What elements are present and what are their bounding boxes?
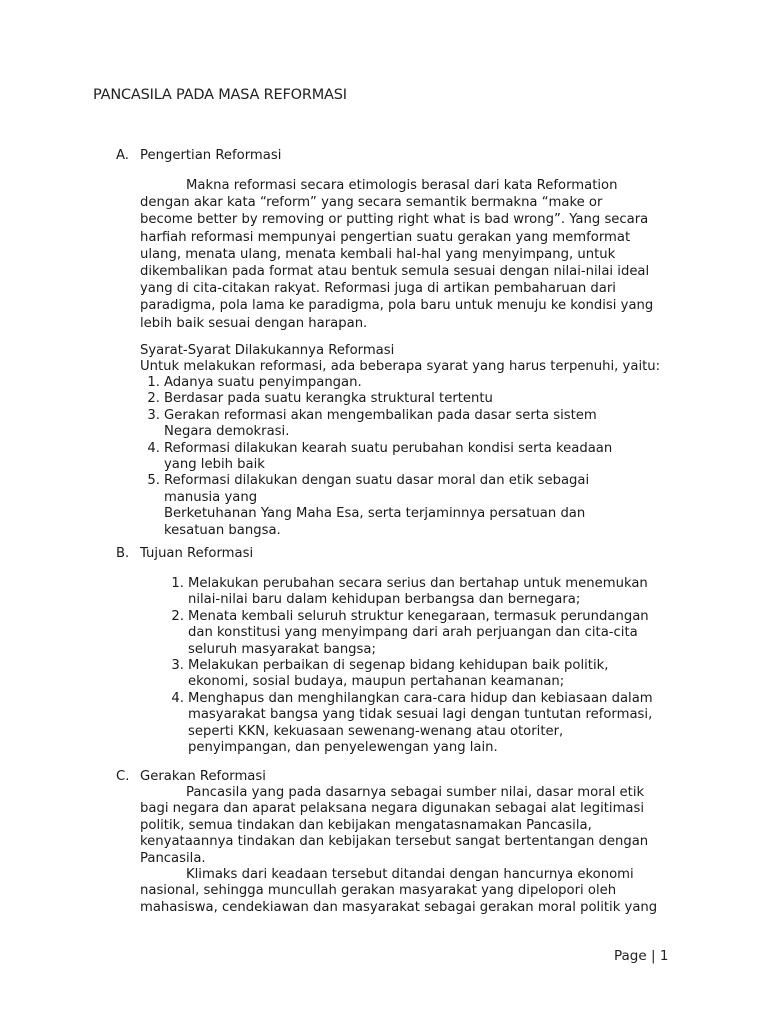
page-number-footer: Page | 1 [614,948,669,964]
list-item: 1. Melakukan perubahan secara serius dan bertahap untuk menemukan nilai-nilai baru dalam kehidupan berbangsa dan bernegara; [171,576,648,608]
paragraph-line: politik, semua tindakan dan kebijakan mengatasnamakan Pancasila, [140,817,592,833]
paragraph-line: mahasiswa, cendekiawan dan masyarakat sebagai gerakan moral politik yang [140,899,658,915]
section-a-heading [116,148,281,163]
list-item: 2. Menata kembali seluruh struktur kenegaraan, termasuk perundangan dan konstitusi yang menyimpang dari arah perjuangan dan cita-cita seluruh masyarakat bangsa; [171,608,649,657]
paragraph-line: dikembalikan pada format atau bentuk semula sesuai dengan nilai-nilai ideal [140,264,650,280]
list-item: 4. Reformasi dilakukan kearah suatu perubahan kondisi serta keadaan yang lebih baik [147,440,613,473]
paragraph-line: become better by removing or putting right what is bad wrong”. Yang secara [140,212,649,228]
section-b-heading [116,546,253,561]
section-a-paragraph [140,177,680,332]
list-item: 2. Berdasar pada suatu kerangka struktural tertentu [147,391,493,407]
section-title: Gerakan Reformasi [140,769,266,784]
section-title: Tujuan Reformasi [140,546,254,561]
list-item: 4. Menghapus dan menghilangkan cara-cara hidup dan kebiasaan dalam masyarakat bangsa yang tidak sesuai lagi dengan tuntutan reformasi, seperti KKN, kekuasaan sewenang-wenang atau otoriter, penyimpangan, dan penyelewengan yang lain. [171,690,653,756]
paragraph-line: yang di cita-citakan rakyat. Reformasi juga di artikan pembaharuan dari [140,281,616,297]
list-item: 3. Gerakan reformasi akan mengembalikan pada dasar serta sistem Negara demokrasi. [147,407,597,440]
section-letter: B. [116,546,130,561]
paragraph-line: nasional, sehingga muncullah gerakan masyarakat yang dipelopori oleh [140,883,617,899]
paragraph-line: harfiah reformasi mempunyai pengertian suatu gerakan yang memformat [140,229,631,245]
requirements-intro [140,343,680,376]
paragraph-line: Pancasila yang pada dasarnya sebagai sumber nilai, dasar moral etik [186,785,645,800]
section-letter: C. [116,769,130,784]
paragraph-line: paradigma, pola lama ke paradigma, pola baru untuk menuju ke kondisi yang [140,298,654,314]
requirements-list [140,375,612,539]
paragraph-line: dengan akar kata “reform” yang secara semantik bermakna “make or [140,195,603,211]
paragraph-line: Pancasila. [140,850,206,866]
list-item: 3. Melakukan perbaikan di segenap bidang kehidupan baik politik, ekonomi, sosial budaya, maupun pertahanan keamanan; [171,658,609,690]
section-letter: A. [116,148,129,163]
section-c-heading [116,769,266,784]
section-title: Pengertian Reformasi [140,148,282,163]
paragraph-line: ulang, menata ulang, menata kembali hal-hal yang menyimpang, untuk [140,246,616,262]
paragraph-line: bagi negara dan aparat pelaksana negara digunakan sebagai alat legitimasi [140,801,645,817]
list-item: 5. Reformasi dilakukan dengan suatu dasar moral dan etik sebagai manusia yang Berketuhanan Yang Maha Esa, serta terjaminnya persatuan dan kesatuan bangsa. [147,473,590,538]
paragraph-line: kenyataannya tindakan dan kebijakan tersebut sangat bertentangan dengan [140,834,649,850]
list-item: 1. Adanya suatu penyimpangan. [147,375,362,390]
paragraph-line: lebih baik sesuai dengan harapan. [140,315,368,331]
paragraph-line: Makna reformasi secara etimologis berasal dari kata Reformation [186,178,618,193]
document-title: PANCASILA PADA MASA REFORMASI [93,87,347,103]
section-c-paragraph [140,785,680,916]
subheading: Syarat-Syarat Dilakukannya Reformasi [140,343,395,358]
intro-text: Untuk melakukan reformasi, ada beberapa syarat yang harus terpenuhi, yaitu: [140,359,661,375]
paragraph-line: Klimaks dari keadaan tersebut ditandai dengan hancurnya ekonomi [186,867,634,883]
goals-list [164,576,653,756]
